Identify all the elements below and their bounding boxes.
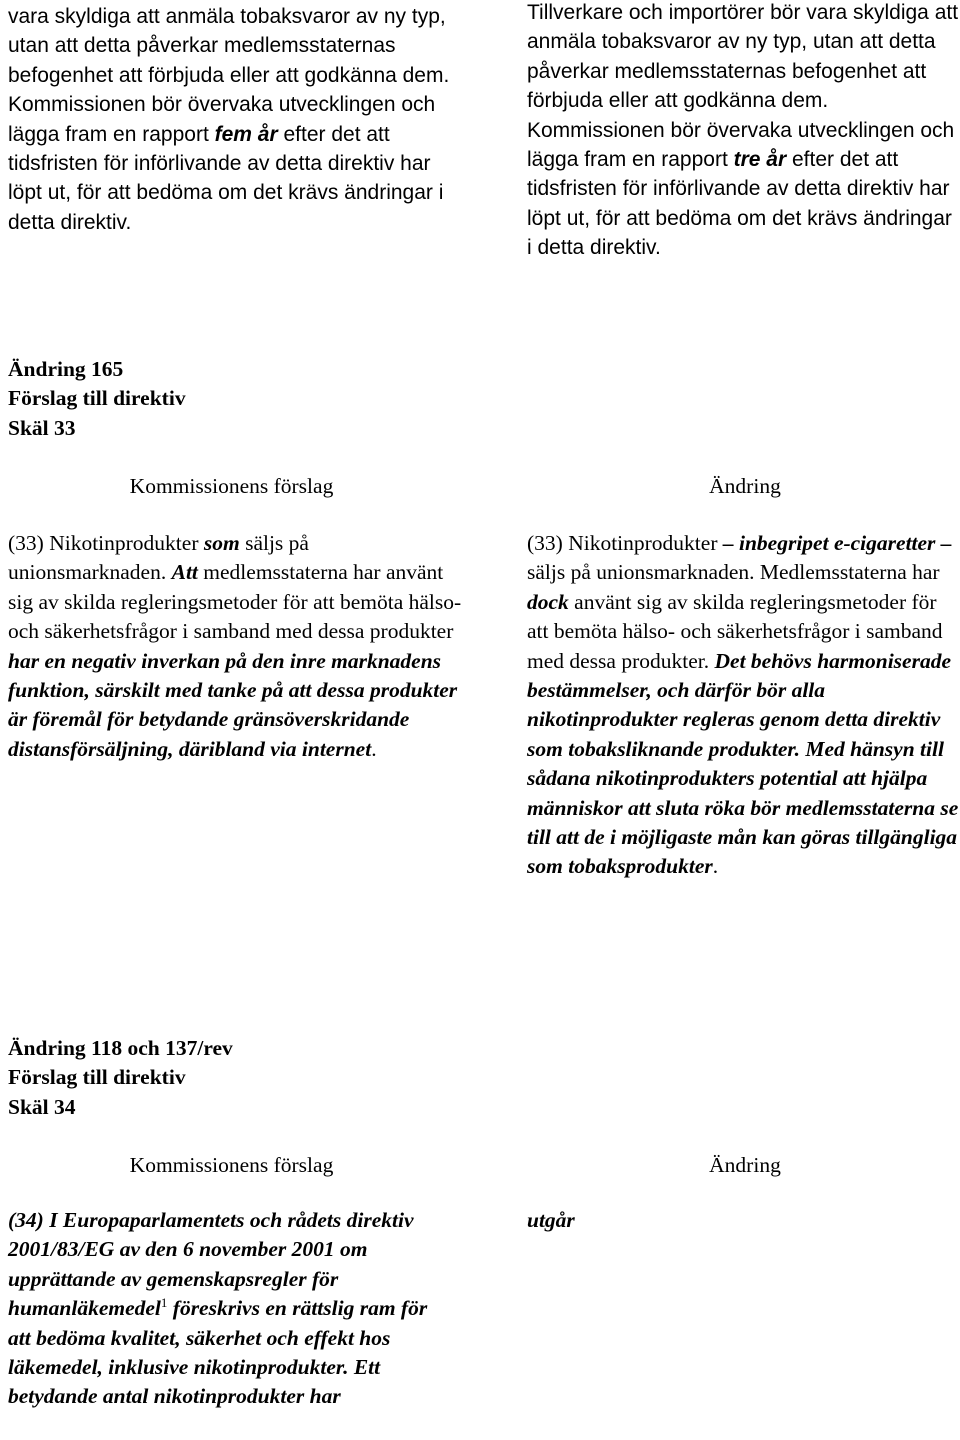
- text-run: vara skyldiga att anmäla tobaksvaror av ny typ, utan att detta påverkar medlemsstaternas befogenhet att förbjuda eller att godkänna dem. Kommissionen bör övervaka utvecklingen och lägga fram en rapport: [8, 5, 450, 146]
- amendment-165-heading: [8, 355, 186, 443]
- column-header-commission: Kommissionens förslag: [129, 1153, 334, 1177]
- emphasized-text: utgår: [527, 1208, 575, 1232]
- emphasized-text: föreskrivs en rättslig ram för att bedöma kvalitet, säkerhet och effekt hos läkemedel, inklusive nikotinprodukter. Ett betydande antal nikotinprodukter har: [8, 1296, 428, 1409]
- proposal-label: Förslag till direktiv: [8, 1065, 186, 1090]
- amendment-number: Ändring 165: [8, 357, 124, 381]
- column-header-commission: Kommissionens förslag: [129, 474, 334, 498]
- emphasized-text: tre år: [733, 148, 787, 172]
- emphasized-text: har en negativ inverkan på den inre marknadens funktion, särskilt med tanke på att dessa produkter är föremål för betydande gränsöverskridande distansförsäljning, däribland via internet: [8, 648, 458, 761]
- top-right-paragraph: [527, 0, 960, 263]
- amendment-118-137-commission-text: [8, 1206, 448, 1412]
- text-run: Tillverkare och importörer bör vara skyldiga att anmäla tobaksvaror av ny typ, utan att detta påverkar medlemsstaternas befogenhet att förbjuda eller att godkänna dem. Kommissionen bör övervaka utvecklingen och lägga fram en rapport: [527, 1, 959, 172]
- text-run: säljs på unionsmarknaden.: [8, 531, 309, 585]
- emphasized-text: som: [203, 531, 240, 555]
- emphasized-text: Att: [171, 560, 198, 585]
- emphasized-text: (34) I Europaparlamentets och rådets direktiv 2001/83/EG av den 6 november 2001 om upprättande av gemenskapsregler för humanläkemedel: [8, 1208, 414, 1321]
- text-run: medlemsstaterna har använt sig av skilda regleringsmetoder för att bemöta hälso- och säkerhetsfrågor i samband med dessa produkter: [8, 560, 462, 644]
- text-run: säljs på unionsmarknaden. Medlemsstaterna har: [527, 560, 940, 585]
- top-left-paragraph: [8, 2, 463, 237]
- column-header-amendment: Ändring: [709, 474, 781, 498]
- text-run: efter det att tidsfristen för införlivande av detta direktiv har löpt ut, för att bedöma om det krävs ändringar i detta direktiv.: [8, 122, 444, 234]
- amendment-number: Ändring 118 och 137/rev: [8, 1036, 233, 1060]
- column-header-amendment: Ändring: [709, 1153, 781, 1177]
- emphasized-text: dock: [527, 589, 569, 614]
- emphasized-text: – inbegripet e-cigaretter –: [722, 531, 952, 555]
- recital-label: Skäl 34: [8, 1094, 76, 1119]
- text-run: (33) Nikotinprodukter: [527, 531, 723, 555]
- text-run: efter det att tidsfristen för införlivande av detta direktiv har löpt ut, för att bedöma om det krävs ändringar i detta direktiv.: [527, 148, 952, 260]
- text-run: använt sig av skilda regleringsmetoder för att bemöta hälso- och säkerhetsfrågor i samband med dessa produkter.: [527, 589, 943, 673]
- recital-label: Skäl 33: [8, 415, 76, 440]
- amendment-118-137-amendment-text: [527, 1206, 960, 1235]
- proposal-label: Förslag till direktiv: [8, 386, 186, 411]
- text-run: (33) Nikotinprodukter: [8, 531, 204, 555]
- amendment-165-amendment-text: [527, 529, 960, 882]
- amendment-118-137-heading: [8, 1034, 233, 1122]
- text-run: .: [371, 736, 377, 761]
- amendment-165-commission-text: [8, 529, 463, 764]
- emphasized-text: fem år: [214, 122, 278, 146]
- footnote-ref: 1: [160, 1295, 168, 1311]
- text-run: .: [712, 854, 719, 879]
- emphasized-text: Det behövs harmoniserade bestämmelser, och därför bör alla nikotinprodukter regleras genom detta direktiv som tobaksliknande produkter. Med hänsyn till sådana nikotinprodukters potential att hjälpa människor att sluta röka bör medlemsstaterna se till att de i möjligaste mån kan göras tillgängliga som tobaksprodukter: [527, 648, 959, 879]
